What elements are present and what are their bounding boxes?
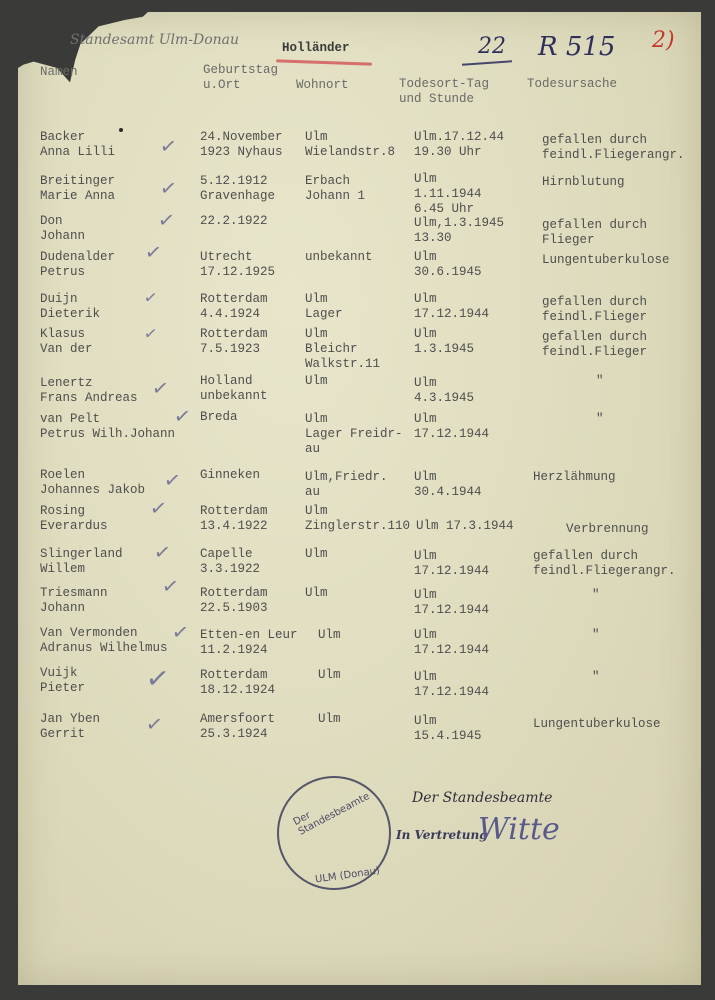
row-death: Ulm 30.6.1945 (414, 250, 482, 279)
row-cause: " (592, 628, 600, 642)
check-mark: ✓ (143, 660, 172, 697)
col-name: Namen (40, 65, 78, 79)
row-cause: " (592, 670, 600, 684)
check-mark: ✓ (148, 494, 169, 522)
row-birth: Capelle 3.3.1922 (200, 547, 261, 576)
check-mark: ✓ (170, 618, 191, 646)
row-death: Ulm 17.12.1944 (414, 628, 490, 657)
row-death: Ulm 17.12.1944 (414, 588, 490, 617)
row-cause: Lungentuberkulose (533, 717, 661, 731)
row-residence: Erbach Johann 1 (305, 174, 366, 203)
col-residence: Wohnort (296, 78, 349, 92)
row-cause: gefallen durch feindl.Flieger (542, 330, 648, 359)
row-name: Don Johann (40, 214, 86, 243)
row-birth: Rotterdam 4.4.1924 (200, 292, 268, 321)
row-cause: Verbrennung (566, 522, 649, 536)
row-birth: Rotterdam 7.5.1923 (200, 327, 268, 356)
ink-dot (119, 128, 123, 132)
check-mark: ✓ (158, 132, 179, 160)
row-name: Van Vermonden Adranus Wilhelmus (40, 626, 168, 655)
row-birth: Breda (200, 410, 238, 424)
row-birth: Utrecht 17.12.1925 (200, 250, 276, 279)
row-birth: Rotterdam 13.4.1922 (200, 504, 268, 533)
col-cause: Todesursache (527, 77, 618, 91)
row-residence: Ulm Lager (305, 292, 343, 321)
list-number: 22 (478, 34, 506, 59)
signature-proxy: In Vertretung (396, 828, 488, 842)
row-death: Ulm 17.12.1944 (414, 292, 490, 321)
row-name: Klasus Van der (40, 327, 93, 356)
row-residence: Ulm Wielandstr.8 (305, 130, 396, 159)
row-death: Ulm.17.12.44 19.30 Uhr (414, 130, 505, 159)
row-name: Backer Anna Lilli (40, 130, 116, 159)
row-residence: Ulm Bleichr Walkstr.11 (305, 327, 381, 371)
row-residence: Ulm (318, 628, 341, 642)
row-birth: Rotterdam 18.12.1924 (200, 668, 276, 697)
row-name: van Pelt Petrus Wilh.Johann (40, 412, 176, 441)
row-residence: unbekannt (305, 250, 373, 264)
row-death: Ulm 17.3.1944 (416, 519, 514, 533)
row-death: Ulm 15.4.1945 (414, 714, 482, 743)
row-residence: Ulm (318, 712, 341, 726)
row-birth: Holland unbekannt (200, 374, 268, 403)
row-cause: gefallen durch Flieger (542, 218, 648, 247)
row-cause: " (596, 412, 604, 426)
row-residence: Ulm Zinglerstr.110 (305, 504, 411, 533)
row-residence: Ulm,Friedr. au (305, 470, 388, 499)
check-mark: ✓ (158, 174, 179, 202)
row-cause: Herzlähmung (533, 470, 616, 484)
nationality-heading: Holländer (282, 41, 350, 55)
row-death: Ulm 1.11.1944 6.45 Uhr (414, 172, 482, 216)
check-mark: ✓ (172, 402, 193, 430)
check-mark: ✓ (152, 538, 173, 566)
row-cause: gefallen durch feindl.Fliegerangr. (542, 133, 685, 162)
row-cause: " (592, 588, 600, 602)
check-mark: ✓ (142, 323, 159, 344)
row-death: Ulm 17.12.1944 (414, 670, 490, 699)
check-mark: ✓ (150, 374, 171, 402)
row-name: Roelen Johannes Jakob (40, 468, 146, 497)
row-death: Ulm 17.12.1944 (414, 412, 490, 441)
col-birth: Geburtstag u.Ort (203, 63, 279, 92)
row-name: Dudenalder Petrus (40, 250, 116, 279)
row-birth: Amersfoort 25.3.1924 (200, 712, 276, 741)
row-name: Triesmann Johann (40, 586, 108, 615)
row-name: Jan Yben Gerrit (40, 712, 101, 741)
row-cause: gefallen durch feindl.Flieger (542, 295, 648, 324)
row-birth: 5.12.1912 Gravenhage (200, 174, 276, 203)
row-death: Ulm,1.3.1945 13.30 (414, 216, 505, 245)
row-name: Breitinger Marie Anna (40, 174, 116, 203)
row-residence: Ulm (318, 668, 341, 682)
stamp-bottom-text: ULM (Donau) (314, 865, 381, 886)
row-birth: 24.November 1923 Nyhaus (200, 130, 283, 159)
row-birth: Rotterdam 22.5.1903 (200, 586, 268, 615)
row-name: Rosing Everardus (40, 504, 108, 533)
row-birth: Etten-en Leur 11.2.1924 (200, 628, 298, 657)
signature-name: Witte (478, 812, 560, 847)
check-mark: ✓ (156, 206, 177, 234)
check-mark: ✓ (143, 238, 164, 266)
row-name: Slingerland Willem (40, 547, 123, 576)
row-name: Vuijk Pieter (40, 666, 86, 695)
row-name: Duijn Dieterik (40, 292, 101, 321)
reference-number: R 515 (538, 32, 616, 62)
row-residence: Ulm (305, 586, 328, 600)
check-mark: ✓ (142, 287, 159, 308)
row-death: Ulm 4.3.1945 (414, 376, 475, 405)
official-stamp (277, 776, 391, 890)
row-death: Ulm 1.3.1945 (414, 327, 475, 356)
row-cause: Hirnblutung (542, 175, 625, 189)
row-residence: Ulm (305, 374, 328, 388)
check-mark: ✓ (144, 710, 165, 738)
stamp-top-text: Der Standesbeamte (291, 790, 372, 838)
check-mark: ✓ (160, 572, 181, 600)
row-residence: Ulm Lager Freidr- au (305, 412, 403, 456)
col-death: Todesort-Tag und Stunde (399, 77, 490, 106)
row-birth: Ginneken (200, 468, 261, 482)
page-number: 2) (652, 28, 675, 53)
row-name: Lenertz Frans Andreas (40, 376, 138, 405)
row-residence: Ulm (305, 547, 328, 561)
office-header: Standesamt Ulm-Donau (70, 32, 240, 48)
check-mark: ✓ (162, 466, 183, 494)
row-birth: 22.2.1922 (200, 214, 268, 228)
signature-title: Der Standesbeamte (412, 790, 553, 806)
row-cause: Lungentuberkulose (542, 253, 670, 267)
row-death: Ulm 17.12.1944 (414, 549, 490, 578)
row-cause: gefallen durch feindl.Fliegerangr. (533, 549, 676, 578)
row-cause: " (596, 374, 604, 388)
row-death: Ulm 30.4.1944 (414, 470, 482, 499)
